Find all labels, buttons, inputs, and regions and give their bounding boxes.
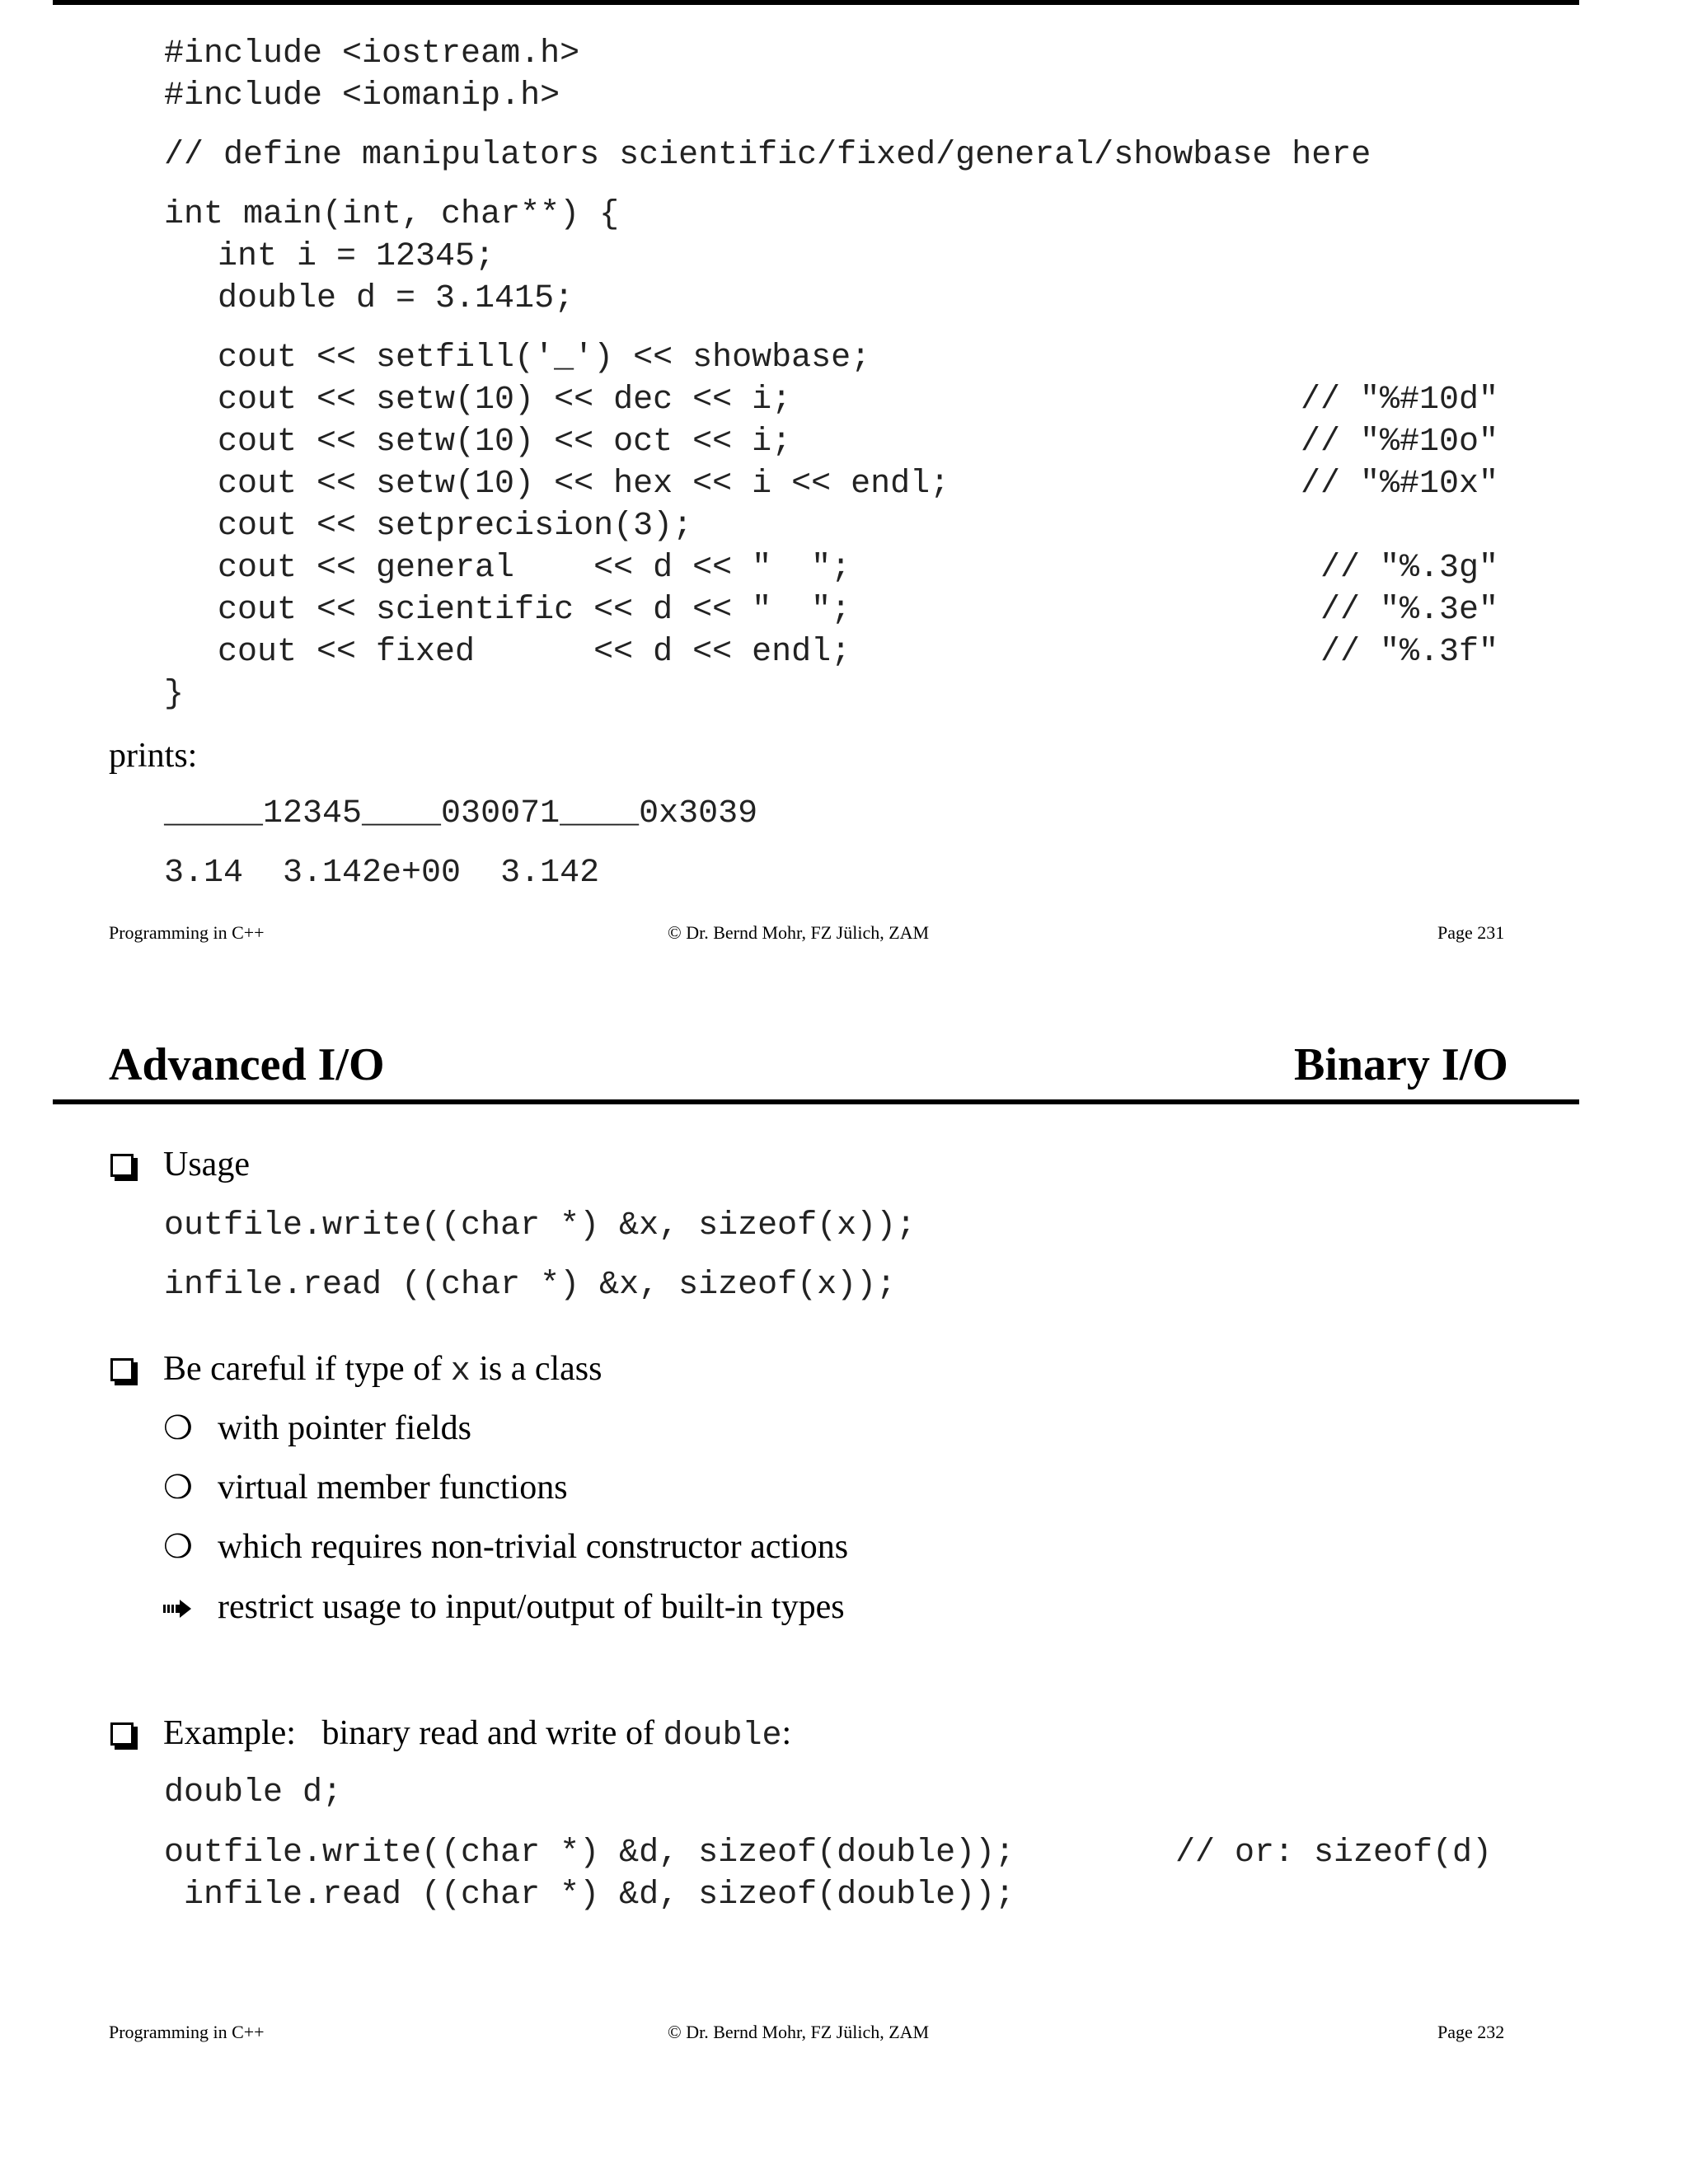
careful-suffix: is a class <box>470 1350 603 1388</box>
careful-conclusion: restrict usage to input/output of built-in types <box>218 1588 845 1626</box>
square-bullet-icon <box>110 1358 134 1381</box>
comment-g-format: // "%.3g" <box>1320 550 1499 587</box>
square-bullet-icon <box>110 1722 134 1746</box>
code-decl-d: double d = 3.1415; <box>218 280 574 317</box>
output-line-integers: _____12345____030071____0x3039 <box>164 795 758 832</box>
footer-center-232: © Dr. Bernd Mohr, FZ Jülich, ZAM <box>668 2022 930 2042</box>
code-include-iostream: #include <iostream.h> <box>164 35 580 73</box>
example-prefix: Example: binary read and write of <box>163 1714 663 1752</box>
circle-bullet-icon: ❍ <box>163 1469 193 1507</box>
footer-left-232: Programming in C++ <box>109 2022 265 2042</box>
careful-item-pointer-fields: with pointer fields <box>218 1409 471 1447</box>
circle-bullet-icon: ❍ <box>163 1409 193 1447</box>
careful-item-constructor-actions: which requires non-trivial constructor actions <box>218 1528 849 1566</box>
example-code-write: outfile.write((char *) &d, sizeof(double)); <box>164 1835 1015 1872</box>
comment-e-format: // "%.3e" <box>1320 592 1499 629</box>
circle-bullet-icon: ❍ <box>163 1528 193 1566</box>
top-rule <box>53 0 1579 5</box>
page-title-left: Advanced I/O <box>109 1039 385 1090</box>
output-line-doubles: 3.14 3.142e+00 3.142 <box>164 855 600 892</box>
careful-item-virtual-functions: virtual member functions <box>218 1469 568 1507</box>
careful-statement <box>163 1351 603 1390</box>
footer-right-231: Page 231 <box>1437 922 1505 943</box>
code-include-iomanip: #include <iomanip.h> <box>164 77 560 115</box>
careful-prefix: Be careful if type of <box>163 1350 451 1388</box>
code-setprecision: cout << setprecision(3); <box>218 508 693 545</box>
square-bullet-icon <box>110 1154 134 1177</box>
comment-oct-format: // "%#10o" <box>1301 424 1499 461</box>
example-suffix: : <box>781 1714 792 1752</box>
code-decl-i: int i = 12345; <box>218 238 495 275</box>
example-comment-sizeof: // or: sizeof(d) <box>1175 1835 1493 1872</box>
footer-right-232: Page 232 <box>1437 2022 1505 2042</box>
comment-dec-format: // "%#10d" <box>1301 382 1499 419</box>
arrow-right-icon <box>163 1599 193 1619</box>
comment-f-format: // "%.3f" <box>1320 634 1499 671</box>
comment-hex-format: // "%#10x" <box>1301 466 1499 503</box>
careful-code: x <box>450 1353 471 1390</box>
code-setw-hex: cout << setw(10) << hex << i << endl; <box>218 466 950 503</box>
code-setw-dec: cout << setw(10) << dec << i; <box>218 382 792 419</box>
usage-code-write: outfile.write((char *) &x, sizeof(x)); <box>164 1207 917 1244</box>
example-statement <box>163 1715 791 1755</box>
page-title-right: Binary I/O <box>1294 1039 1508 1090</box>
code-close-brace: } <box>164 676 185 713</box>
example-code-decl: double d; <box>164 1774 343 1811</box>
code-fixed: cout << fixed << d << endl; <box>218 634 851 671</box>
title-rule <box>53 1099 1579 1104</box>
example-code-read: infile.read ((char *) &d, sizeof(double)); <box>164 1877 1015 1914</box>
code-general: cout << general << d << " "; <box>218 550 851 587</box>
code-main-signature: int main(int, char**) { <box>164 196 620 233</box>
code-setw-oct: cout << setw(10) << oct << i; <box>218 424 792 461</box>
footer-left-231: Programming in C++ <box>109 922 265 943</box>
example-code: double <box>663 1718 782 1755</box>
code-setfill: cout << setfill('_') << showbase; <box>218 340 871 377</box>
usage-code-read: infile.read ((char *) &x, sizeof(x)); <box>164 1267 897 1304</box>
prints-label: prints: <box>109 737 198 775</box>
footer-center-231: © Dr. Bernd Mohr, FZ Jülich, ZAM <box>668 922 930 943</box>
code-scientific: cout << scientific << d << " "; <box>218 592 851 629</box>
code-comment-define: // define manipulators scientific/fixed/general/showbase here <box>164 137 1372 174</box>
usage-label: Usage <box>163 1146 250 1183</box>
